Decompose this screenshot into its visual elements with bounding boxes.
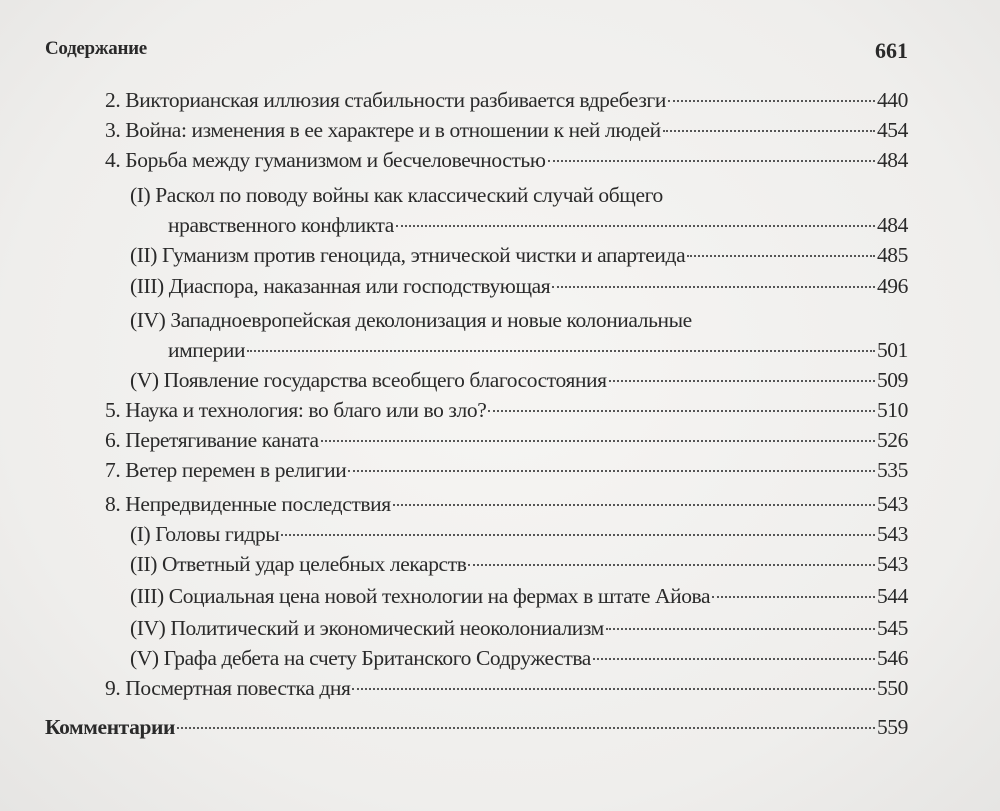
dot-leader [348, 470, 875, 472]
toc-entry[interactable] [130, 243, 908, 273]
dot-leader [281, 534, 875, 536]
toc-entry[interactable] [130, 552, 908, 582]
toc-entry[interactable] [105, 118, 908, 148]
dot-leader [247, 350, 875, 352]
dot-leader [321, 440, 875, 442]
toc-entry-label: Комментарии [45, 715, 175, 739]
toc-entry-page: 544 [876, 584, 908, 608]
toc-entry-page: 440 [876, 88, 908, 112]
toc-entry-label: 7. Ветер перемен в религии [105, 458, 347, 482]
toc-entry-page: 510 [876, 398, 908, 422]
dot-leader [552, 286, 875, 288]
toc-entry-label: (II) Ответный удар целебных лекарств [130, 552, 467, 576]
toc-entry-label-continued: нравственного конфликта [168, 213, 394, 237]
toc-entry[interactable] [168, 213, 908, 243]
dot-leader [606, 628, 875, 630]
toc-entry-label: (V) Появление государства всеобщего благосостояния [130, 368, 607, 392]
toc-entry[interactable] [130, 584, 908, 614]
toc-entry-page: 559 [876, 715, 908, 739]
toc-entry[interactable] [105, 458, 908, 488]
toc-entry-page: 543 [876, 522, 908, 546]
toc-entry-page: 543 [876, 492, 908, 516]
running-header-title: Содержание [45, 38, 147, 59]
toc-entry-label: 8. Непредвиденные последствия [105, 492, 391, 516]
toc-entry-label[interactable]: (I) Раскол по поводу войны как классический случай общего [130, 183, 663, 207]
dot-leader [609, 380, 875, 382]
toc-entry[interactable] [105, 492, 908, 522]
toc-entry-label: 3. Война: изменения в ее характере и в отношении к ней людей [105, 118, 661, 142]
toc-entry-label-continued: империи [168, 338, 246, 362]
toc-entry-label: (IV) Политический и экономический неоколониализм [130, 616, 604, 640]
toc-entry-page: 535 [876, 458, 908, 482]
toc-entry-page: 454 [876, 118, 908, 142]
toc-entry[interactable] [130, 368, 908, 398]
toc-entry[interactable] [105, 148, 908, 178]
dot-leader [396, 225, 875, 227]
toc-entry-label[interactable]: (IV) Западноевропейская деколонизация и новые колониальные [130, 308, 692, 332]
toc-entry-label: (III) Диаспора, наказанная или господствующая [130, 274, 551, 298]
dot-leader [663, 130, 875, 132]
toc-entry-label: 4. Борьба между гуманизмом и бесчеловечностью [105, 148, 546, 172]
dot-leader [488, 410, 875, 412]
toc-entry[interactable] [105, 676, 908, 706]
toc-entry-page: 496 [876, 274, 908, 298]
dot-leader [468, 564, 874, 566]
dot-leader [352, 688, 874, 690]
toc-entry[interactable] [130, 646, 908, 676]
dot-leader [548, 160, 875, 162]
toc-entry-page: 509 [876, 368, 908, 392]
toc-entry-label: 5. Наука и технология: во благо или во зло? [105, 398, 487, 422]
toc-entry[interactable] [130, 522, 908, 552]
toc-entry[interactable] [168, 338, 908, 368]
toc-entry-page: 550 [876, 676, 908, 700]
dot-leader [177, 727, 875, 729]
toc-entry-label: (V) Графа дебета на счету Британского Содружества [130, 646, 591, 670]
toc-entry-page: 543 [876, 552, 908, 576]
toc-entry-page: 526 [876, 428, 908, 452]
toc-entry-label: 9. Посмертная повестка дня [105, 676, 351, 700]
toc-entry-label: 6. Перетягивание каната [105, 428, 319, 452]
dot-leader [712, 596, 875, 598]
toc-entry[interactable] [105, 88, 908, 118]
toc-entry-page: 485 [876, 243, 908, 267]
dot-leader [687, 255, 875, 257]
toc-entry[interactable] [105, 398, 908, 428]
toc-entry-label: (II) Гуманизм против геноцида, этнической чистки и апартеида [130, 243, 686, 267]
dot-leader [593, 658, 875, 660]
toc-entry-comments[interactable] [45, 715, 908, 745]
toc-entry-page: 484 [876, 148, 908, 172]
toc-entry-label: (III) Социальная цена новой технологии на фермах в штате Айова [130, 584, 711, 608]
toc-entry[interactable] [130, 616, 908, 646]
toc-entry[interactable] [105, 428, 908, 458]
toc-entry-label: (I) Головы гидры [130, 522, 280, 546]
toc-entry[interactable] [130, 274, 908, 304]
dot-leader [393, 504, 875, 506]
toc-entry-page: 545 [876, 616, 908, 640]
toc-entry-page: 484 [876, 213, 908, 237]
toc-entry-page: 546 [876, 646, 908, 670]
toc-entry-label: 2. Викторианская иллюзия стабильности разбивается вдребезги [105, 88, 666, 112]
running-header-page-number: 661 [875, 38, 908, 63]
dot-leader [668, 100, 875, 102]
toc-entry-page: 501 [876, 338, 908, 362]
